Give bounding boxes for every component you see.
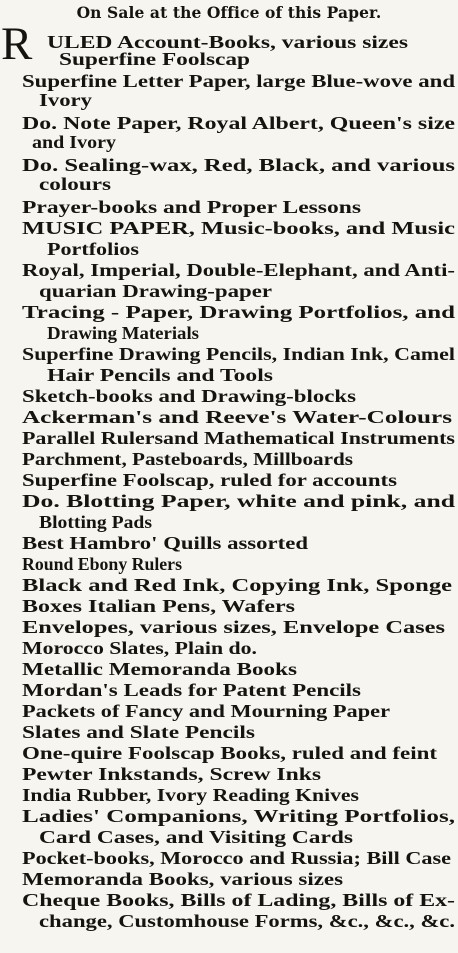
advert-line: Prayer-books and Proper Lessons <box>22 197 361 217</box>
advert-line: Portfolios <box>47 239 139 259</box>
advert-line: Superfine Letter Paper, large Blue-wove and <box>22 71 455 91</box>
advert-line: Superfine Foolscap <box>59 49 250 69</box>
advert-line: and Ivory <box>32 132 116 152</box>
advert-line: Do. Blotting Paper, white and pink, and <box>22 491 455 511</box>
advert-line: Do. Note Paper, Royal Albert, Queen's size <box>22 113 455 133</box>
advert-heading: On Sale at the Office of this Paper. <box>76 3 382 22</box>
advert-line: Hair Pencils and Tools <box>47 365 273 385</box>
advert-line: Royal, Imperial, Double-Elephant, and Anti- <box>22 260 455 280</box>
advert-line: Boxes Italian Pens, Wafers <box>22 596 295 616</box>
advert-line: Sketch-books and Drawing-blocks <box>22 386 356 406</box>
advert-line: quarian Drawing-paper <box>39 281 272 301</box>
advert-line: ULED Account-Books, various sizes <box>47 32 408 52</box>
advert-line: Cheque Books, Bills of Lading, Bills of Ex- <box>22 890 455 910</box>
advert-line: Slates and Slate Pencils <box>22 722 255 742</box>
advert-line: Metallic Memoranda Books <box>22 659 297 679</box>
advert-line: Best Hambro' Quills assorted <box>22 533 308 553</box>
advert-line: Pewter Inkstands, Screw Inks <box>22 764 321 784</box>
advert-line: Parallel Rulersand Mathematical Instruments <box>22 428 455 448</box>
advert-line: Tracing - Paper, Drawing Portfolios, and <box>22 302 455 322</box>
advert-line: Pocket-books, Morocco and Russia; Bill Case <box>22 848 452 868</box>
advert-line: Morocco Slates, Plain do. <box>22 638 257 658</box>
advert-line: India Rubber, Ivory Reading Knives <box>22 785 360 805</box>
advert-line: Drawing Materials <box>47 323 199 343</box>
advert-line: change, Customhouse Forms, &c., &c., &c. <box>39 911 456 931</box>
advert-line: Round Ebony Rulers <box>22 554 182 574</box>
advert-line: One-quire Foolscap Books, ruled and feint <box>22 743 437 763</box>
advert-line: Blotting Pads <box>39 512 152 532</box>
advert-line: Mordan's Leads for Patent Pencils <box>22 680 361 700</box>
advert-line: Memoranda Books, various sizes <box>22 869 343 889</box>
drop-cap-letter: R <box>1 18 33 70</box>
advert-line: Card Cases, and Visiting Cards <box>39 827 353 847</box>
advert-line: Ivory <box>39 90 92 110</box>
advert-line: Superfine Foolscap, ruled for accounts <box>22 470 397 490</box>
advert-line: colours <box>39 174 111 194</box>
advert-line: Ladies' Companions, Writing Portfolios, <box>22 806 455 826</box>
advert-line: Do. Sealing-wax, Red, Black, and various <box>22 155 455 175</box>
advert-line: Envelopes, various sizes, Envelope Cases <box>22 617 445 637</box>
advert-line: MUSIC PAPER, Music-books, and Music <box>22 218 456 238</box>
advert-line: Superfine Drawing Pencils, Indian Ink, Camel <box>22 344 455 364</box>
advert-line: Black and Red Ink, Copying Ink, Sponge <box>22 575 452 595</box>
advert-line: Parchment, Pasteboards, Millboards <box>22 449 353 469</box>
advert-line: Packets of Fancy and Mourning Paper <box>22 701 390 721</box>
advert-line: Ackerman's and Reeve's Water-Colours <box>22 407 452 427</box>
